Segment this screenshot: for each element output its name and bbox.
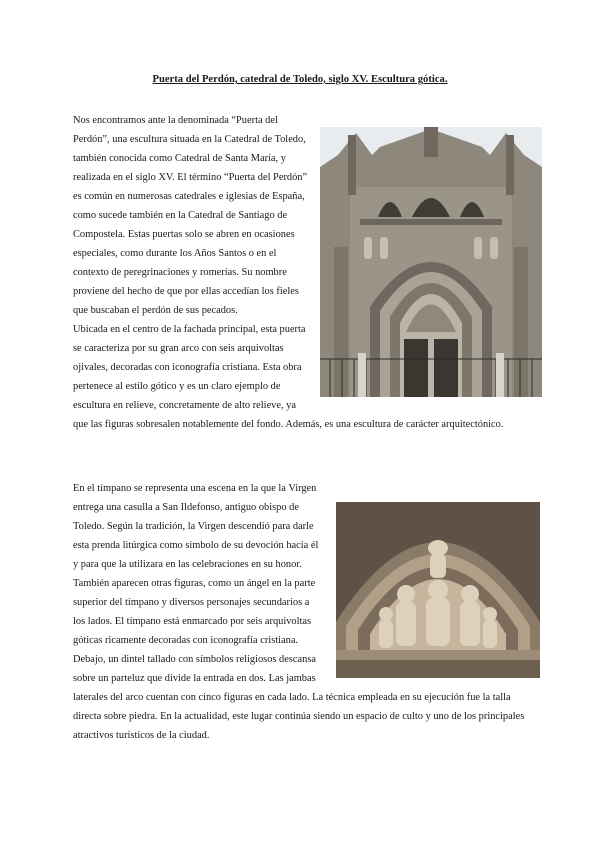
tympanum-relief-photo xyxy=(336,502,540,678)
tympanum-relief-illustration xyxy=(336,502,540,678)
paragraph-3: En el tímpano se representa una escena en la que la Virgen entrega una casulla a San Ildefonso, antiguo obispo de Toledo. Según la tradición, la Virgen descendió para darle esta prenda litúrgica como símbolo de su devoción hacia él y para que la utilizara en las celebraciones en su honor. También aparecen otras figuras, como un ángel en la parte superior del tímpano y diversos personajes secundarios a los lados. El tímpano está enmarcado por seis arquivoltas góticas ricamente decoradas con iconografía cristiana. Debajo, un dintel tallado con símbolos religiosos descansa sobre un parteluz que divide la entrada en dos. Las jambas laterales del arco cuentan con cinco figuras en cada lado. La técnica empleada en su ejecución fue la talla directa sobre piedra. En la actualidad, este lugar continúa siendo un espacio de culto y uno de los principales atractivos turísticos de la ciudad. xyxy=(73,483,525,741)
section-tympanum xyxy=(73,479,535,745)
paragraph-1: Nos encontramos ante la denominada “Puerta del Perdón”, una escultura situada en la Catedral de Toledo, también conocida como Catedral de Santa María, y realizada en el siglo XV. El término “Puerta del Perdón” es común en numerosas catedrales e iglesias de España, como sucede también en la Catedral de Santiago de Compostela. Estas puertas solo se abren en ocasiones especiales, como durante los Años Santos o en el contexto de peregrinaciones y romerías. Su nombre proviene del hecho de que por ellas accedían los fieles que buscaban el perdón de sus pecados. xyxy=(73,115,308,316)
document-title: Puerta del Perdón, catedral de Toledo, siglo XV. Escultura gótica. xyxy=(152,74,448,85)
cathedral-facade-illustration xyxy=(320,127,542,397)
cathedral-facade-photo xyxy=(320,127,542,397)
paragraph-2: Ubicada en el centro de la fachada principal, esta puerta se caracteriza por su gran arco con seis arquivoltas ojivales, decoradas con iconografía cristiana. Esta obra pertenece al estilo gótico y es un claro ejemplo de escultura en relieve, concretamente de alto relieve, ya que las figuras sobresalen notablemente del fondo. Además, es una escultura de carácter arquitectónico. xyxy=(73,324,504,430)
section-facade xyxy=(73,111,535,434)
